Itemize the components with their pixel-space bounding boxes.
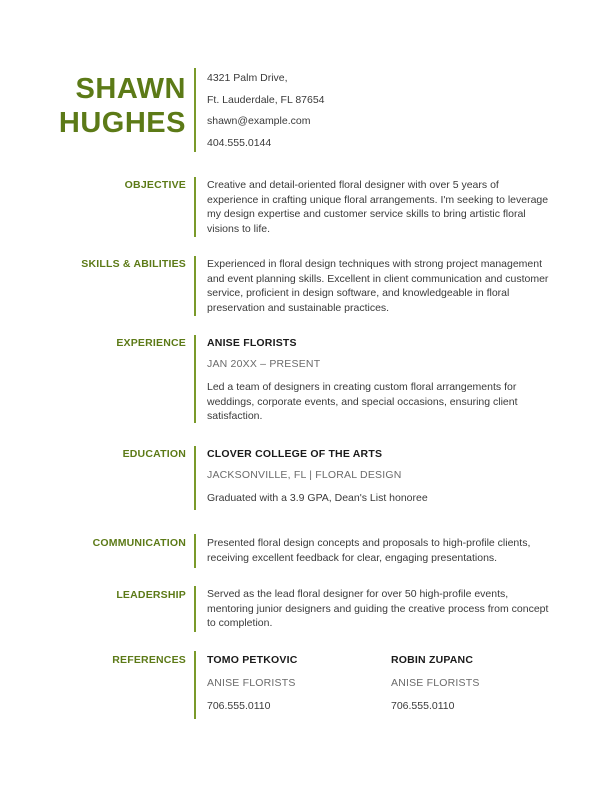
experience-dates: JAN 20XX – PRESENT (207, 357, 321, 370)
leadership-divider (194, 586, 196, 632)
communication-divider (194, 534, 196, 568)
education-block (207, 447, 552, 506)
address-line-1: 4321 Palm Drive, (207, 72, 288, 84)
experience-heading: EXPERIENCE (116, 337, 186, 349)
experience-divider (194, 335, 196, 423)
communication-text: Presented floral design concepts and proposals to high-profile clients, receiving excellent feedback for clear, engaging presentations. (207, 537, 531, 564)
skills-text: Experienced in floral design techniques with strong project management and event planning skills. Excellent in client communication and customer service, proficient in design software, and knowledgeable in floral preservation and sustainable practices. (207, 258, 549, 314)
reference-item (391, 653, 541, 714)
email: shawn@example.com (207, 115, 311, 127)
reference-phone: 706.555.0110 (391, 700, 455, 712)
candidate-name (59, 72, 186, 140)
leadership-heading: LEADERSHIP (116, 589, 186, 601)
header-divider (194, 68, 196, 152)
references-heading: REFERENCES (112, 654, 186, 666)
education-heading: EDUCATION (122, 448, 186, 460)
education-divider (194, 446, 196, 510)
reference-name: ROBIN ZUPANC (391, 654, 474, 666)
experience-description: Led a team of designers in creating custom floral arrangements for weddings, corporate events, and special occasions, ensuring client satisfaction. (207, 381, 518, 422)
objective-text: Creative and detail-oriented floral designer with over 5 years of experience in crafting unique floral arrangements. I'm seeking to leverage my design expertise and customer service skills to bring artistic floral visions to life. (207, 179, 549, 235)
skills-heading: SKILLS & ABILITIES (81, 258, 186, 270)
contact-block (207, 68, 552, 154)
reference-company: ANISE FLORISTS (207, 676, 296, 689)
education-details: JACKSONVILLE, FL | FLORAL DESIGN (207, 468, 402, 481)
leadership-text: Served as the lead floral designer for over 50 high-profile events, mentoring junior designers and guiding the creative process from concept to completion. (207, 588, 549, 629)
reference-item (207, 653, 357, 714)
objective-divider (194, 177, 196, 237)
phone: 404.555.0144 (207, 136, 272, 149)
reference-phone: 706.555.0110 (207, 700, 271, 712)
education-school: CLOVER COLLEGE OF THE ARTS (207, 448, 383, 460)
last-name: HUGHES (58, 107, 186, 139)
reference-name: TOMO PETKOVIC (207, 654, 298, 666)
education-description: Graduated with a 3.9 GPA, Dean's List honoree (207, 492, 428, 504)
reference-company: ANISE FLORISTS (391, 676, 480, 689)
objective-heading: OBJECTIVE (124, 179, 186, 191)
skills-divider (194, 256, 196, 316)
address-line-2: Ft. Lauderdale, FL 87654 (207, 93, 325, 106)
experience-company: ANISE FLORISTS (207, 337, 297, 349)
experience-block (207, 336, 552, 424)
communication-heading: COMMUNICATION (92, 537, 186, 549)
first-name: SHAWN (75, 73, 186, 105)
references-divider (194, 651, 196, 719)
